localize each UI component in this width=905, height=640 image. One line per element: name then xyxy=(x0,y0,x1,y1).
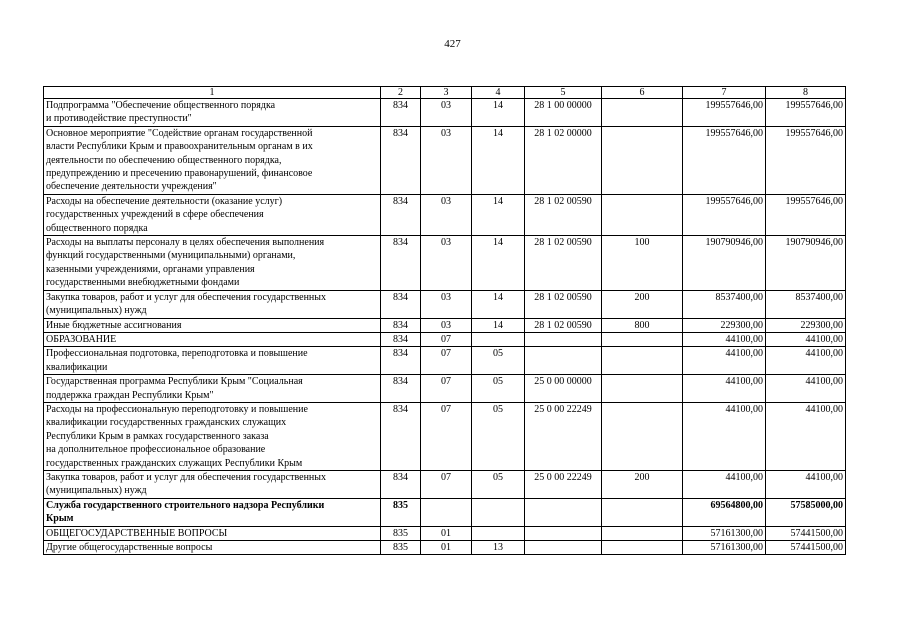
target-article-cell: 28 1 02 00590 xyxy=(525,318,602,332)
amount-year2-cell: 44100,00 xyxy=(766,375,846,403)
section-code-cell: 03 xyxy=(421,194,472,235)
column-header: 1 xyxy=(44,87,381,99)
amount-year1-cell: 57161300,00 xyxy=(683,541,766,555)
target-article-cell: 28 1 02 00590 xyxy=(525,194,602,235)
target-article-cell xyxy=(525,347,602,375)
target-article-cell xyxy=(525,498,602,526)
section-code-cell: 07 xyxy=(421,347,472,375)
item-name-cell: Служба государственного строительного надзора Республики Крым xyxy=(44,498,381,526)
item-name-cell: Основное мероприятие "Содействие органам государственной власти Республики Крым и правоохранительным органам в их деятельности по обеспечению общественного порядка, предупреждению и пресечению правонарушений, финансовое обеспечение деятельности учреждения" xyxy=(44,126,381,194)
expense-type-cell xyxy=(602,99,683,127)
amount-year2-cell: 8537400,00 xyxy=(766,290,846,318)
department-code-cell: 834 xyxy=(381,347,421,375)
department-code-cell: 834 xyxy=(381,402,421,470)
table-row xyxy=(44,332,846,346)
amount-year2-cell: 44100,00 xyxy=(766,402,846,470)
department-code-cell: 835 xyxy=(381,498,421,526)
item-name-cell: Расходы на обеспечение деятельности (оказание услуг) государственных учреждений в сфере обеспечения общественного порядка xyxy=(44,194,381,235)
expense-type-cell: 800 xyxy=(602,318,683,332)
expense-type-cell xyxy=(602,194,683,235)
amount-year2-cell: 57585000,00 xyxy=(766,498,846,526)
amount-year1-cell: 199557646,00 xyxy=(683,99,766,127)
section-code-cell: 07 xyxy=(421,375,472,403)
section-code-cell: 07 xyxy=(421,470,472,498)
amount-year1-cell: 57161300,00 xyxy=(683,526,766,540)
expense-type-cell: 200 xyxy=(602,290,683,318)
amount-year1-cell: 44100,00 xyxy=(683,375,766,403)
subsection-code-cell: 05 xyxy=(472,402,525,470)
table-row xyxy=(44,470,846,498)
item-name-cell: ОБРАЗОВАНИЕ xyxy=(44,332,381,346)
column-header: 8 xyxy=(766,87,846,99)
column-header: 5 xyxy=(525,87,602,99)
expense-type-cell xyxy=(602,498,683,526)
target-article-cell: 28 1 02 00000 xyxy=(525,126,602,194)
amount-year2-cell: 199557646,00 xyxy=(766,194,846,235)
expense-type-cell xyxy=(602,402,683,470)
target-article-cell: 28 1 02 00590 xyxy=(525,290,602,318)
department-code-cell: 835 xyxy=(381,541,421,555)
target-article-cell xyxy=(525,541,602,555)
column-header: 7 xyxy=(683,87,766,99)
amount-year1-cell: 229300,00 xyxy=(683,318,766,332)
department-code-cell: 834 xyxy=(381,99,421,127)
section-code-cell: 03 xyxy=(421,126,472,194)
expense-type-cell xyxy=(602,347,683,375)
department-code-cell: 834 xyxy=(381,318,421,332)
item-name-cell: Закупка товаров, работ и услуг для обеспечения государственных (муниципальных) нужд xyxy=(44,470,381,498)
amount-year2-cell: 199557646,00 xyxy=(766,99,846,127)
amount-year2-cell: 229300,00 xyxy=(766,318,846,332)
amount-year1-cell: 199557646,00 xyxy=(683,126,766,194)
amount-year1-cell: 8537400,00 xyxy=(683,290,766,318)
table-row xyxy=(44,498,846,526)
subsection-code-cell: 13 xyxy=(472,541,525,555)
expense-type-cell xyxy=(602,332,683,346)
subsection-code-cell: 14 xyxy=(472,194,525,235)
subsection-code-cell xyxy=(472,526,525,540)
item-name-cell: Закупка товаров, работ и услуг для обеспечения государственных (муниципальных) нужд xyxy=(44,290,381,318)
subsection-code-cell: 14 xyxy=(472,99,525,127)
section-code-cell: 03 xyxy=(421,318,472,332)
table-row xyxy=(44,347,846,375)
amount-year1-cell: 44100,00 xyxy=(683,347,766,375)
amount-year2-cell: 44100,00 xyxy=(766,332,846,346)
target-article-cell: 28 1 02 00590 xyxy=(525,236,602,291)
section-code-cell xyxy=(421,498,472,526)
amount-year2-cell: 44100,00 xyxy=(766,347,846,375)
department-code-cell: 834 xyxy=(381,470,421,498)
section-code-cell: 03 xyxy=(421,290,472,318)
table-row xyxy=(44,236,846,291)
department-code-cell: 834 xyxy=(381,375,421,403)
amount-year1-cell: 44100,00 xyxy=(683,402,766,470)
table-row xyxy=(44,290,846,318)
target-article-cell: 25 0 00 22249 xyxy=(525,402,602,470)
budget-table xyxy=(43,86,846,555)
subsection-code-cell: 14 xyxy=(472,236,525,291)
section-code-cell: 07 xyxy=(421,332,472,346)
amount-year2-cell: 57441500,00 xyxy=(766,541,846,555)
target-article-cell: 25 0 00 00000 xyxy=(525,375,602,403)
item-name-cell: Расходы на выплаты персоналу в целях обеспечения выполнения функций государственными (муниципальными) органами, казенными учреждениями, органами управления государственными внебюджетными фондами xyxy=(44,236,381,291)
subsection-code-cell: 14 xyxy=(472,290,525,318)
table-body xyxy=(44,99,846,555)
section-code-cell: 03 xyxy=(421,99,472,127)
column-header: 4 xyxy=(472,87,525,99)
amount-year2-cell: 44100,00 xyxy=(766,470,846,498)
subsection-code-cell: 05 xyxy=(472,375,525,403)
expense-type-cell xyxy=(602,541,683,555)
target-article-cell xyxy=(525,526,602,540)
amount-year1-cell: 44100,00 xyxy=(683,470,766,498)
subsection-code-cell xyxy=(472,498,525,526)
page-number: 427 xyxy=(444,38,461,50)
column-header: 2 xyxy=(381,87,421,99)
item-name-cell: ОБЩЕГОСУДАРСТВЕННЫЕ ВОПРОСЫ xyxy=(44,526,381,540)
subsection-code-cell: 14 xyxy=(472,126,525,194)
amount-year1-cell: 199557646,00 xyxy=(683,194,766,235)
department-code-cell: 835 xyxy=(381,526,421,540)
target-article-cell: 28 1 00 00000 xyxy=(525,99,602,127)
target-article-cell xyxy=(525,332,602,346)
item-name-cell: Расходы на профессиональную переподготовку и повышение квалификации государственных гражданских служащих Республики Крым в рамках государственного заказа на дополнительное профессиональное образование государственных гражданских служащих Республики Крым xyxy=(44,402,381,470)
section-code-cell: 01 xyxy=(421,526,472,540)
amount-year1-cell: 44100,00 xyxy=(683,332,766,346)
table-row xyxy=(44,541,846,555)
department-code-cell: 834 xyxy=(381,332,421,346)
table-row xyxy=(44,194,846,235)
subsection-code-cell xyxy=(472,332,525,346)
expense-type-cell xyxy=(602,526,683,540)
expense-type-cell xyxy=(602,375,683,403)
amount-year1-cell: 190790946,00 xyxy=(683,236,766,291)
expense-type-cell: 200 xyxy=(602,470,683,498)
department-code-cell: 834 xyxy=(381,126,421,194)
table-row xyxy=(44,126,846,194)
subsection-code-cell: 14 xyxy=(472,318,525,332)
item-name-cell: Иные бюджетные ассигнования xyxy=(44,318,381,332)
table-row xyxy=(44,318,846,332)
header-row xyxy=(44,87,846,99)
amount-year1-cell: 69564800,00 xyxy=(683,498,766,526)
section-code-cell: 01 xyxy=(421,541,472,555)
table-row xyxy=(44,375,846,403)
section-code-cell: 07 xyxy=(421,402,472,470)
column-header: 6 xyxy=(602,87,683,99)
table-row xyxy=(44,526,846,540)
department-code-cell: 834 xyxy=(381,194,421,235)
target-article-cell: 25 0 00 22249 xyxy=(525,470,602,498)
amount-year2-cell: 199557646,00 xyxy=(766,126,846,194)
amount-year2-cell: 57441500,00 xyxy=(766,526,846,540)
expense-type-cell xyxy=(602,126,683,194)
section-code-cell: 03 xyxy=(421,236,472,291)
department-code-cell: 834 xyxy=(381,290,421,318)
table-row xyxy=(44,99,846,127)
amount-year2-cell: 190790946,00 xyxy=(766,236,846,291)
expense-type-cell: 100 xyxy=(602,236,683,291)
table-row xyxy=(44,402,846,470)
column-header: 3 xyxy=(421,87,472,99)
item-name-cell: Профессиональная подготовка, переподготовка и повышение квалификации xyxy=(44,347,381,375)
item-name-cell: Государственная программа Республики Крым "Социальная поддержка граждан Республики Крым" xyxy=(44,375,381,403)
subsection-code-cell: 05 xyxy=(472,470,525,498)
department-code-cell: 834 xyxy=(381,236,421,291)
subsection-code-cell: 05 xyxy=(472,347,525,375)
item-name-cell: Другие общегосударственные вопросы xyxy=(44,541,381,555)
item-name-cell: Подпрограмма "Обеспечение общественного порядка и противодействие преступности" xyxy=(44,99,381,127)
